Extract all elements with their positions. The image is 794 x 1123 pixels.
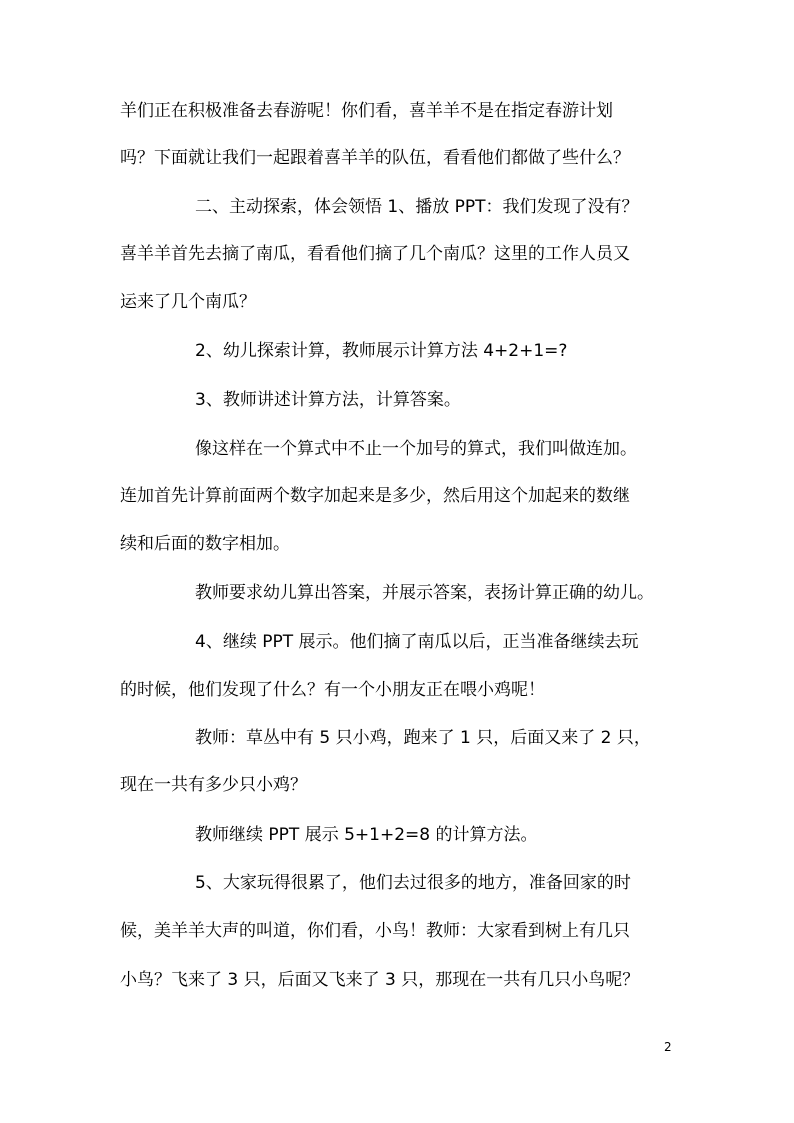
paragraph-line: 小鸟？飞来了 3 只，后面又飞来了 3 只，那现在一共有几只小鸟呢？ <box>120 970 640 990</box>
paragraph-line: 续和后面的数字相加。 <box>120 534 290 554</box>
paragraph-line: 5、大家玩得很累了，他们去过很多的地方，准备回家的时 <box>195 873 631 893</box>
paragraph-line: 3、教师讲述计算方法，计算答案。 <box>195 390 461 410</box>
paragraph-line: 运来了几个南瓜？ <box>120 292 256 312</box>
page-number: 2 <box>664 1040 672 1054</box>
paragraph-line: 候，美羊羊大声的叫道，你们看，小鸟！教师：大家看到树上有几只 <box>120 921 630 941</box>
section-heading: 二、主动探索，体会领悟 1、播放 PPT：我们发现了没有？ <box>195 197 639 217</box>
paragraph-line: 教师：草丛中有 5 只小鸡，跑来了 1 只，后面又来了 2 只， <box>195 728 651 748</box>
paragraph-line: 像这样在一个算式中不止一个加号的算式，我们叫做连加。 <box>195 439 637 459</box>
paragraph-line: 连加首先计算前面两个数字加起来是多少，然后用这个加起来的数继 <box>120 486 630 506</box>
paragraph-line: 喜羊羊首先去摘了南瓜，看看他们摘了几个南瓜？这里的工作人员又 <box>120 244 630 264</box>
paragraph-line: 的时候，他们发现了什么？有一个小朋友正在喂小鸡呢！ <box>120 680 545 700</box>
paragraph-line: 教师继续 PPT 展示 5+1+2=8 的计算方法。 <box>195 825 538 845</box>
paragraph-line: 4、继续 PPT 展示。他们摘了南瓜以后，正当准备继续去玩 <box>195 632 639 652</box>
paragraph-line: 羊们正在积极准备去春游呢！你们看，喜羊羊不是在指定春游计划 <box>120 101 613 121</box>
paragraph-line: 吗？下面就让我们一起跟着喜羊羊的队伍，看看他们都做了些什么？ <box>120 148 630 168</box>
paragraph-line: 2、幼儿探索计算，教师展示计算方法 4+2+1=? <box>195 341 568 361</box>
paragraph-line: 教师要求幼儿算出答案，并展示答案，表扬计算正确的幼儿。 <box>195 583 654 603</box>
paragraph-line: 现在一共有多少只小鸡？ <box>120 775 307 795</box>
